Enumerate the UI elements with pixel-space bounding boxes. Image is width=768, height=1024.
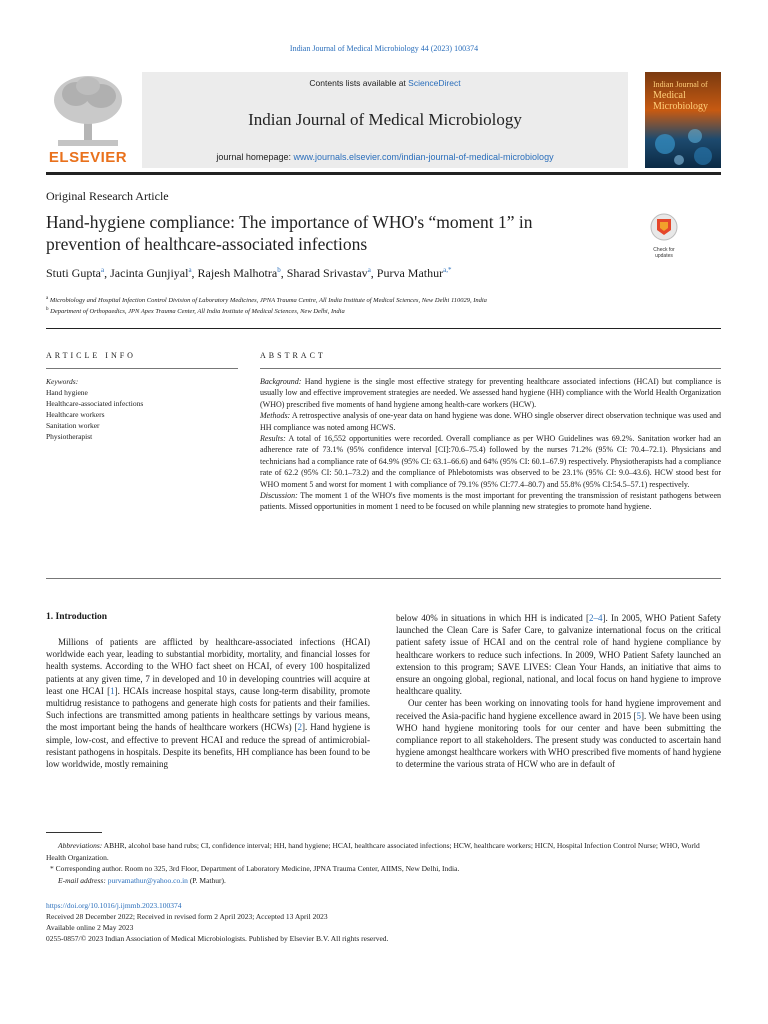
- abstract-heading: ABSTRACT: [260, 351, 326, 360]
- affiliation-mark: a: [46, 296, 49, 301]
- intro-text: ]. HCAIs increase hospital stays, cause long-term disability, promote multidrug resistance to pathogens and generate high costs for patients and their families. Such infections are transmitted among patients in healthcare settings by various means, the most important being the hands of healthcare workers (HCWs) [: [46, 685, 370, 733]
- author-affil-mark[interactable]: b: [277, 266, 281, 274]
- contents-line: [142, 78, 628, 88]
- email-label: E-mail address:: [58, 875, 106, 885]
- keyword-item[interactable]: Healthcare workers: [46, 410, 105, 419]
- doi-link[interactable]: https://doi.org/10.1016/j.ijmmb.2023.100374: [46, 901, 182, 910]
- title-block-rule: [46, 328, 721, 329]
- cover-title-big: Medical Microbiology: [653, 90, 708, 112]
- abstract-methods: [260, 410, 721, 433]
- author-affil-mark[interactable]: a: [367, 266, 371, 274]
- affiliation-b: [46, 307, 345, 315]
- email-suffix: (P. Mathur).: [187, 875, 226, 885]
- affiliation-text: Microbiology and Hospital Infection Control Division of Laboratory Medicines, JPNA Trauma Centre, All India Institute of Medical Sciences, New Delhi 110029, India: [49, 297, 487, 305]
- journal-cover-image[interactable]: [645, 72, 721, 168]
- journal-masthead: [142, 72, 628, 168]
- abstract-section-label: Discussion:: [260, 491, 298, 501]
- footnote-rule: [46, 832, 102, 833]
- cover-title-small: Indian Journal of: [653, 80, 708, 89]
- intro-column-right: [396, 612, 721, 771]
- abstract-discussion: [260, 490, 721, 513]
- affiliation-text: Department of Orthopaedics, JPN Apex Trauma Center, All India Institute of Medical Sciences, New Delhi, India: [50, 308, 345, 316]
- abstract-rule: [260, 368, 721, 369]
- intro-paragraph: [46, 636, 370, 770]
- citation-link[interactable]: 2–4: [589, 613, 603, 623]
- intro-text: ]. In 2005, WHO Patient Safety launched the Clean Care is Safer Care, to galvanize international focus on the critical patient safety issue of HCAI and on the central role of hand hygiene compliance by healthcare workers to reduce such infections. In 2009, WHO Patient Safety launched an extension to this program; SAVE LIVES: Clean Your Hands, an initiative that aims to ensure an ongoing global, regional, national, and local focus on hand hygiene to improve healthcare quality.: [396, 613, 721, 697]
- copyright-line: 0255-0857/© 2023 Indian Association of Medical Microbiologists. Published by Elsevier B.V. All rights reserved.: [46, 934, 389, 943]
- corresponding-mark: *: [50, 864, 54, 873]
- check-for-updates-label: Check for updates: [653, 247, 675, 259]
- article-type: Original Research Article: [46, 189, 169, 203]
- author-affil-mark[interactable]: a,*: [443, 266, 452, 274]
- author-affil-mark[interactable]: a: [101, 266, 105, 274]
- abstract-section-text: The moment 1 of the WHO's five moments is the most important for preventing the transmission of resistant pathogens between patients. Missed opportunities in moment 1 need to be focused on while planning new strategies to promote hand hygiene.: [260, 491, 721, 512]
- abstract-section-label: Results:: [260, 434, 286, 444]
- author-list: Stuti Gupta$^a$, Jacinta Gunjiyal$^a$, Rajesh Malhotra$^b$, Sharad Srivastav$^a$, Purva Mathur$^{a,*}$: [46, 266, 452, 280]
- intro-text: Millions of patients are afflicted by healthcare-associated infections (HCAI) worldwide each year, leading to substantial morbidity, mortality, and financial losses for health systems. According to the WHO fact sheet on HCAI, of every 100 hospitalized patients at any given time, 7 in developed and 10 in developing countries will acquire at least one HCAI [: [46, 637, 370, 696]
- abstract-end-rule: [46, 578, 721, 579]
- intro-text: ]. We have been using WHO hand hygiene monitoring tools for our center and have been submitting the compliance report to all stakeholders. The present study was conducted to ascertain hand hygiene amongst healthcare workers with WHO prescribed five moments of hand hygiene to determine the various strata of HCW who are in default of: [396, 710, 722, 770]
- abstract-background: [260, 376, 721, 410]
- abstract-section-label: Background:: [260, 377, 302, 386]
- intro-text: Our center has been working on innovating tools for hand hygiene improvement and received the Asia-pacific hand hygiene excellence award in 2015 [: [396, 698, 721, 721]
- intro-text: ]. Hand hygiene is simple, low-cost, and effective to prevent HCAI and reduce the spread of antimicrobial-resistant pathogens in hospitals. Despite its benefits, HH compliance has been found to be low worldwide, mostly remaining: [46, 722, 370, 770]
- journal-name: Indian Journal of Medical Microbiology: [248, 110, 522, 129]
- keywords-block: [46, 376, 143, 442]
- intro-column-left: [46, 636, 370, 770]
- email-link[interactable]: purvamathur@yahoo.co.in: [107, 875, 188, 885]
- homepage-label: journal homepage:: [216, 152, 294, 162]
- author-name[interactable]: Purva Mathur: [376, 266, 444, 280]
- citation-link[interactable]: 1: [110, 685, 115, 696]
- contents-prefix: Contents lists available at: [309, 78, 409, 88]
- intro-paragraph: [396, 697, 721, 770]
- article-title: Hand-hygiene compliance: The importance of WHO's “moment 1” in prevention of healthcare-associated infections: [46, 212, 533, 254]
- abstract-section-label: Methods:: [260, 411, 291, 421]
- citation-link[interactable]: 5: [636, 710, 642, 721]
- affiliation-mark: b: [46, 307, 49, 312]
- author-name[interactable]: Jacinta Gunjiyal: [110, 266, 189, 280]
- keyword-item[interactable]: Sanitation worker: [46, 421, 100, 430]
- author-name[interactable]: Rajesh Malhotra: [197, 266, 278, 280]
- homepage-link[interactable]: www.journals.elsevier.com/indian-journal-of-medical-microbiology: [293, 152, 554, 162]
- abstract-section-text: A retrospective analysis of one-year data on hand hygiene was done. WHO single observer direct observation technique was used and HH compliance was noted among HCWS.: [260, 411, 721, 432]
- received-dates: Received 28 December 2022; Received in revised form 2 April 2023; Accepted 13 April 2023: [46, 912, 328, 921]
- bibliographic-info: [46, 900, 721, 944]
- article-info-heading: ARTICLE INFO: [46, 351, 136, 360]
- author-name[interactable]: Sharad Srivastav: [286, 266, 368, 280]
- footnotes: [46, 840, 721, 886]
- cover-title: [653, 80, 719, 112]
- author-affil-mark[interactable]: a: [188, 266, 192, 274]
- keywords-label: Keywords:: [46, 377, 79, 386]
- abbreviations-label: Abbreviations:: [58, 841, 103, 850]
- citation-link[interactable]: 2: [297, 722, 303, 733]
- elsevier-wordmark: ELSEVIER: [48, 149, 128, 166]
- available-online: Available online 2 May 2023: [46, 923, 134, 932]
- email-footnote: [46, 875, 721, 887]
- masthead-rule: [46, 172, 721, 175]
- abstract-results: [260, 433, 721, 490]
- author-name[interactable]: Stuti Gupta: [46, 266, 102, 280]
- keyword-item[interactable]: Hand hygiene: [46, 388, 88, 397]
- article-info-rule: [46, 368, 238, 369]
- intro-paragraph: [396, 612, 721, 697]
- sciencedirect-link[interactable]: ScienceDirect: [408, 78, 461, 88]
- keyword-item[interactable]: Physiotherapist: [46, 432, 93, 441]
- check-for-updates-icon: [646, 212, 682, 242]
- corresponding-footnote: [46, 863, 721, 875]
- abstract-section-text: A total of 16,552 opportunities were recorded. Overall compliance as per WHO Guidelines was 69.2%. Sanitation worker had an adherence rate of 73.1% (95% confidence interval [CI]:70.6–75.4) followed by the nurses 71.2% (95% CI: 70.4–72.1). Physicians and technicians had a compliance rate of 64.9% (95% CI: 63.1–66.6) and 64% (95% CI: 60.1–67.9) respectively. Physiotherapists had a compliance rate of 62.2 (95% CI: 50.1–73.2) and the compliance of Phlebotomists was observed to be 23.1% (95% CI: 9.0–43.6). HCW stood best for WHO moment 5 and worst for moment 1 with compliance of 79.1% (95% CI:77.4–80.7) and 55.8% (95% CI:54.5–57.1) respectively.: [260, 434, 721, 489]
- introduction-heading: 1. Introduction: [46, 612, 108, 622]
- affiliation-a: [46, 296, 487, 304]
- abbreviations-footnote: [46, 840, 721, 863]
- elsevier-logo: [46, 72, 130, 168]
- check-for-updates-badge[interactable]: [646, 212, 682, 259]
- cover-microbe-art: [645, 122, 721, 168]
- homepage-line: [142, 152, 628, 162]
- abstract-body: [260, 376, 721, 513]
- intro-text: below 40% in situations in which HH is indicated [: [396, 613, 590, 623]
- keyword-item[interactable]: Healthcare-associated infections: [46, 399, 144, 408]
- running-head[interactable]: Indian Journal of Medical Microbiology 44 (2023) 100374: [289, 44, 479, 53]
- abbreviations-text: ABHR, alcohol base hand rubs; CI, confidence interval; HH, hand hygiene; HCAI, healthcare associated infections; HCW, healthcare workers; HICN, Hospital Infection Control Nurse; WHO, World Health Organization.: [46, 841, 700, 862]
- elsevier-tree-icon: [46, 72, 130, 150]
- abstract-section-text: Hand hygiene is the single most effective strategy for preventing healthcare associated infections (HCAI) but compliance is usually low and effective improvement strategies are needed. We assessed hand hygiene (HH) compliance with the World Health Organization (WHO) prescribed five moments of hand hygiene among health-care workers (HCW).: [260, 377, 721, 409]
- corresponding-text: Corresponding author. Room no 325, 3rd Floor, Department of Laboratory Medicine, JPNA Trauma Center, AIIMS, New Delhi, India.: [53, 864, 460, 873]
